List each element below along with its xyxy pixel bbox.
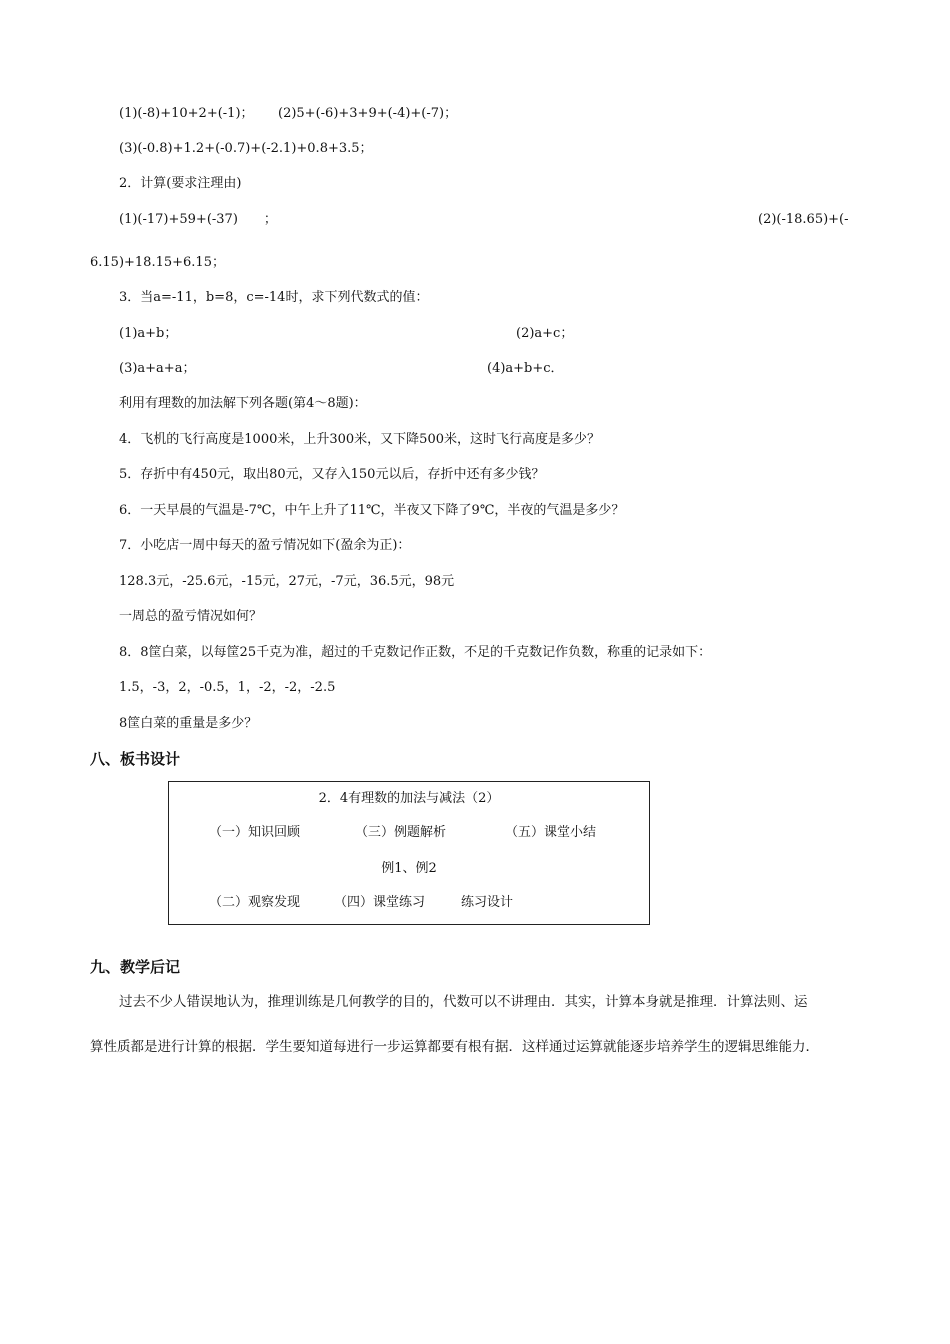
exercise-7-title: 7．小吃店一周中每天的盈亏情况如下(盈余为正)： bbox=[119, 538, 411, 553]
exercise-3-part3: (3)a+a+a； bbox=[119, 361, 196, 376]
exercise-1-part1: (1)(-8)+10+2+(-1)； bbox=[119, 106, 254, 121]
exercise-8-data: 1.5，-3，2，-0.5，1，-2，-2，-2.5 bbox=[119, 680, 336, 695]
exercise-8-title: 8．8筐白菜，以每筐25千克为准，超过的千克数记作正数，不足的千克数记作负数，称重的记录如下： bbox=[119, 645, 712, 660]
exercise-4: 4．飞机的飞行高度是1000米，上升300米，又下降500米，这时飞行高度是多少？ bbox=[119, 432, 600, 447]
exercise-7-question: 一周总的盈亏情况如何？ bbox=[119, 609, 263, 624]
exercise-3-title: 3．当a=-11，b=8，c=-14时，求下列代数式的值： bbox=[119, 290, 429, 305]
exercise-1-part2: (2)5+(-6)+3+9+(-4)+(-7)； bbox=[278, 106, 458, 121]
exercise-3-part4: (4)a+b+c． bbox=[487, 361, 564, 376]
board-item-class-summary: （五）课堂小结 bbox=[505, 825, 597, 840]
board-item-observe-discover: （二）观察发现 bbox=[209, 895, 301, 910]
blackboard-design-box bbox=[168, 781, 650, 925]
exercise-2-part1: (1)(-17)+59+(-37) ； bbox=[119, 212, 277, 227]
exercise-5: 5．存折中有450元，取出80元，又存入150元以后，存折中还有多少钱？ bbox=[119, 467, 545, 482]
exercise-2-part2-cont: 6.15)+18.15+6.15； bbox=[90, 255, 225, 270]
board-title: 2．4有理数的加法与减法（2） bbox=[318, 791, 500, 806]
exercise-1-part3: (3)(-0.8)+1.2+(-0.7)+(-2.1)+0.8+3.5； bbox=[119, 141, 373, 156]
board-item-class-practice: （四）课堂练习 bbox=[334, 895, 426, 910]
exercise-3-part2: (2)a+c； bbox=[516, 326, 574, 341]
teaching-reflection-line-1: 过去不少人错误地认为，推理训练是几何教学的目的，代数可以不讲理由．其实，计算本身就是推理．计算法则、运 bbox=[119, 994, 808, 1010]
exercise-6: 6．一天早晨的气温是-7℃，中午上升了11℃，半夜又下降了9℃，半夜的气温是多少？ bbox=[119, 503, 625, 518]
board-item-example-analysis: （三）例题解析 bbox=[355, 825, 447, 840]
board-item-examples: 例1、例2 bbox=[381, 861, 437, 876]
exercise-intro: 利用有理数的加法解下列各题(第4～8题)： bbox=[119, 396, 367, 411]
exercise-2-part2-start: (2)(-18.65)+(- bbox=[758, 212, 849, 227]
section-9-heading: 九、教学后记 bbox=[90, 958, 181, 976]
teaching-reflection-line-2: 算性质都是进行计算的根据．学生要知道每进行一步运算都要有根有据．这样通过运算就能逐步培养学生的逻辑思维能力． bbox=[90, 1039, 819, 1055]
section-8-heading: 八、板书设计 bbox=[90, 750, 181, 768]
exercise-8-question: 8筐白菜的重量是多少？ bbox=[119, 716, 258, 731]
board-item-practice-design: 练习设计 bbox=[461, 895, 514, 910]
board-item-knowledge-review: （一）知识回顾 bbox=[209, 825, 301, 840]
exercise-7-data: 128.3元，-25.6元，-15元，27元，-7元，36.5元，98元 bbox=[119, 574, 455, 589]
exercise-3-part1: (1)a+b； bbox=[119, 326, 178, 341]
exercise-2-title: 2．计算(要求注理由) bbox=[119, 176, 242, 191]
